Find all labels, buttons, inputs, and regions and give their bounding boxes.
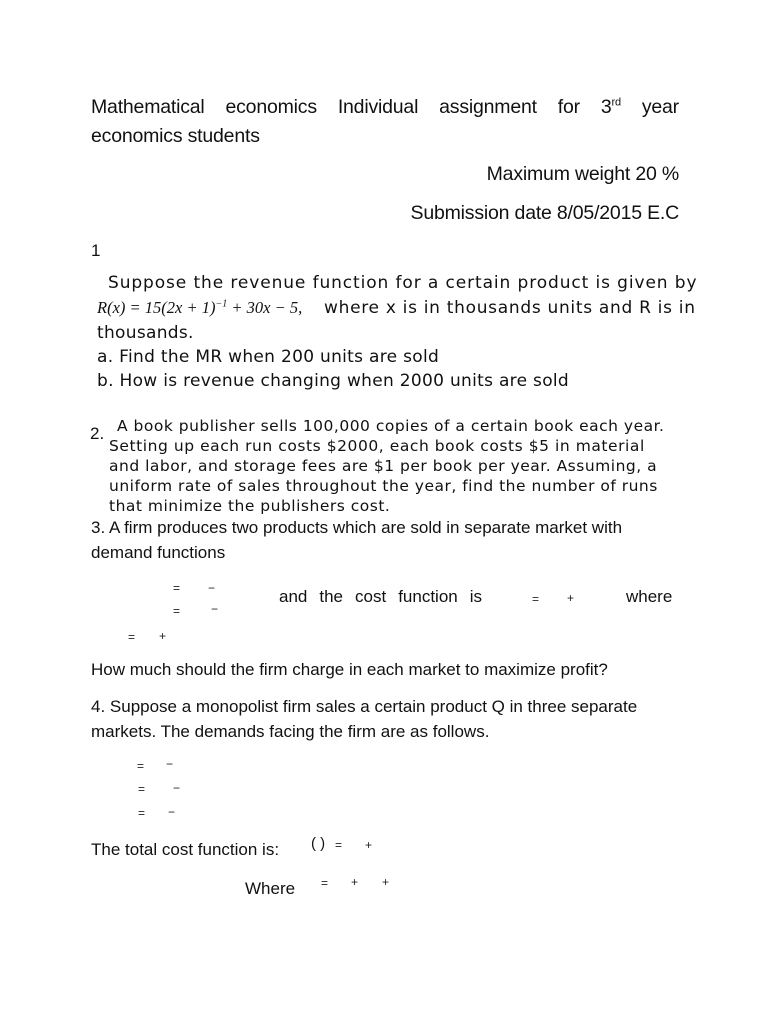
paren-placeholder: ( )	[311, 835, 326, 852]
plus-sign: +	[351, 875, 359, 889]
q2-line: and labor, and storage fees are $1 per book per year. Assuming, a	[109, 457, 658, 475]
equals-sign: =	[321, 876, 329, 890]
q2-line: Setting up each run costs $2000, each book costs $5 in material	[109, 437, 645, 455]
minus-sign: −	[173, 781, 181, 795]
cost-word: is	[469, 587, 483, 606]
q2-number: 2.	[90, 424, 105, 443]
equals-sign: =	[173, 604, 181, 618]
title-word: 3	[600, 96, 612, 118]
title-word: year	[641, 96, 679, 118]
minus-sign: −	[208, 581, 216, 595]
equals-sign: =	[138, 806, 146, 820]
minus-sign: −	[166, 757, 174, 771]
cost-word: function	[398, 587, 458, 606]
q1-line-2-tail: where x is in thousands units and R is in	[324, 298, 696, 318]
max-weight: Maximum weight 20 %	[486, 163, 679, 185]
plus-sign: +	[382, 875, 390, 889]
cost-word: and	[279, 587, 308, 606]
title-line-1	[91, 96, 679, 119]
title-word: assignment	[439, 96, 537, 118]
title-word: Individual	[337, 96, 419, 118]
q1-number: 1	[91, 241, 101, 260]
q1-line-1: Suppose the revenue function for a certain product is given by	[108, 273, 698, 293]
equals-sign: =	[137, 759, 145, 773]
q1-line-3: thousands.	[97, 323, 194, 343]
equals-sign: =	[335, 838, 343, 852]
q4-line-1: 4. Suppose a monopolist firm sales a certain product Q in three separate	[91, 697, 638, 716]
q3-where: where	[626, 587, 673, 606]
q2-line: uniform rate of sales throughout the year, find the number of runs	[109, 477, 658, 495]
title-line-2: economics students	[91, 125, 260, 147]
plus-sign: +	[567, 591, 575, 605]
exponent: −1	[215, 298, 228, 310]
equals-sign: =	[128, 630, 136, 644]
q4-total-cost: The total cost function is:	[91, 840, 280, 859]
title-superscript: rd	[611, 96, 621, 109]
q1-formula: $R(x) = 15(2x + 1)^{-1} + 30x - 5$,	[97, 298, 303, 317]
q3-cost-phrase	[279, 587, 482, 607]
title-word: economics	[225, 96, 317, 118]
cost-word: cost	[355, 587, 387, 606]
q3-line-2: demand functions	[91, 543, 226, 562]
q2-line: A book publisher sells 100,000 copies of a certain book each year.	[117, 417, 665, 435]
q1-part-a: a. Find the MR when 200 units are sold	[97, 347, 440, 367]
submission-date: Submission date 8/05/2015 E.C	[410, 202, 679, 224]
equals-sign: =	[173, 581, 181, 595]
q2-line: that minimize the publishers cost.	[109, 497, 391, 515]
plus-sign: +	[159, 629, 167, 643]
title-word: for	[557, 96, 580, 118]
q4-where: Where	[245, 879, 296, 898]
equals-sign: =	[138, 782, 146, 796]
q3-line-1: 3. A firm produces two products which are sold in separate market with	[91, 518, 623, 537]
title-year-group	[601, 96, 621, 119]
q4-line-2: markets. The demands facing the firm are as follows.	[91, 722, 490, 741]
title-word: Mathematical	[91, 96, 205, 118]
plus-sign: +	[365, 838, 373, 852]
q3-question: How much should the firm charge in each market to maximize profit?	[91, 660, 608, 679]
q1-part-b: b. How is revenue changing when 2000 units are sold	[97, 371, 570, 391]
minus-sign: −	[211, 602, 219, 616]
minus-sign: −	[168, 805, 176, 819]
equals-sign: =	[532, 592, 540, 606]
cost-word: the	[319, 587, 344, 606]
